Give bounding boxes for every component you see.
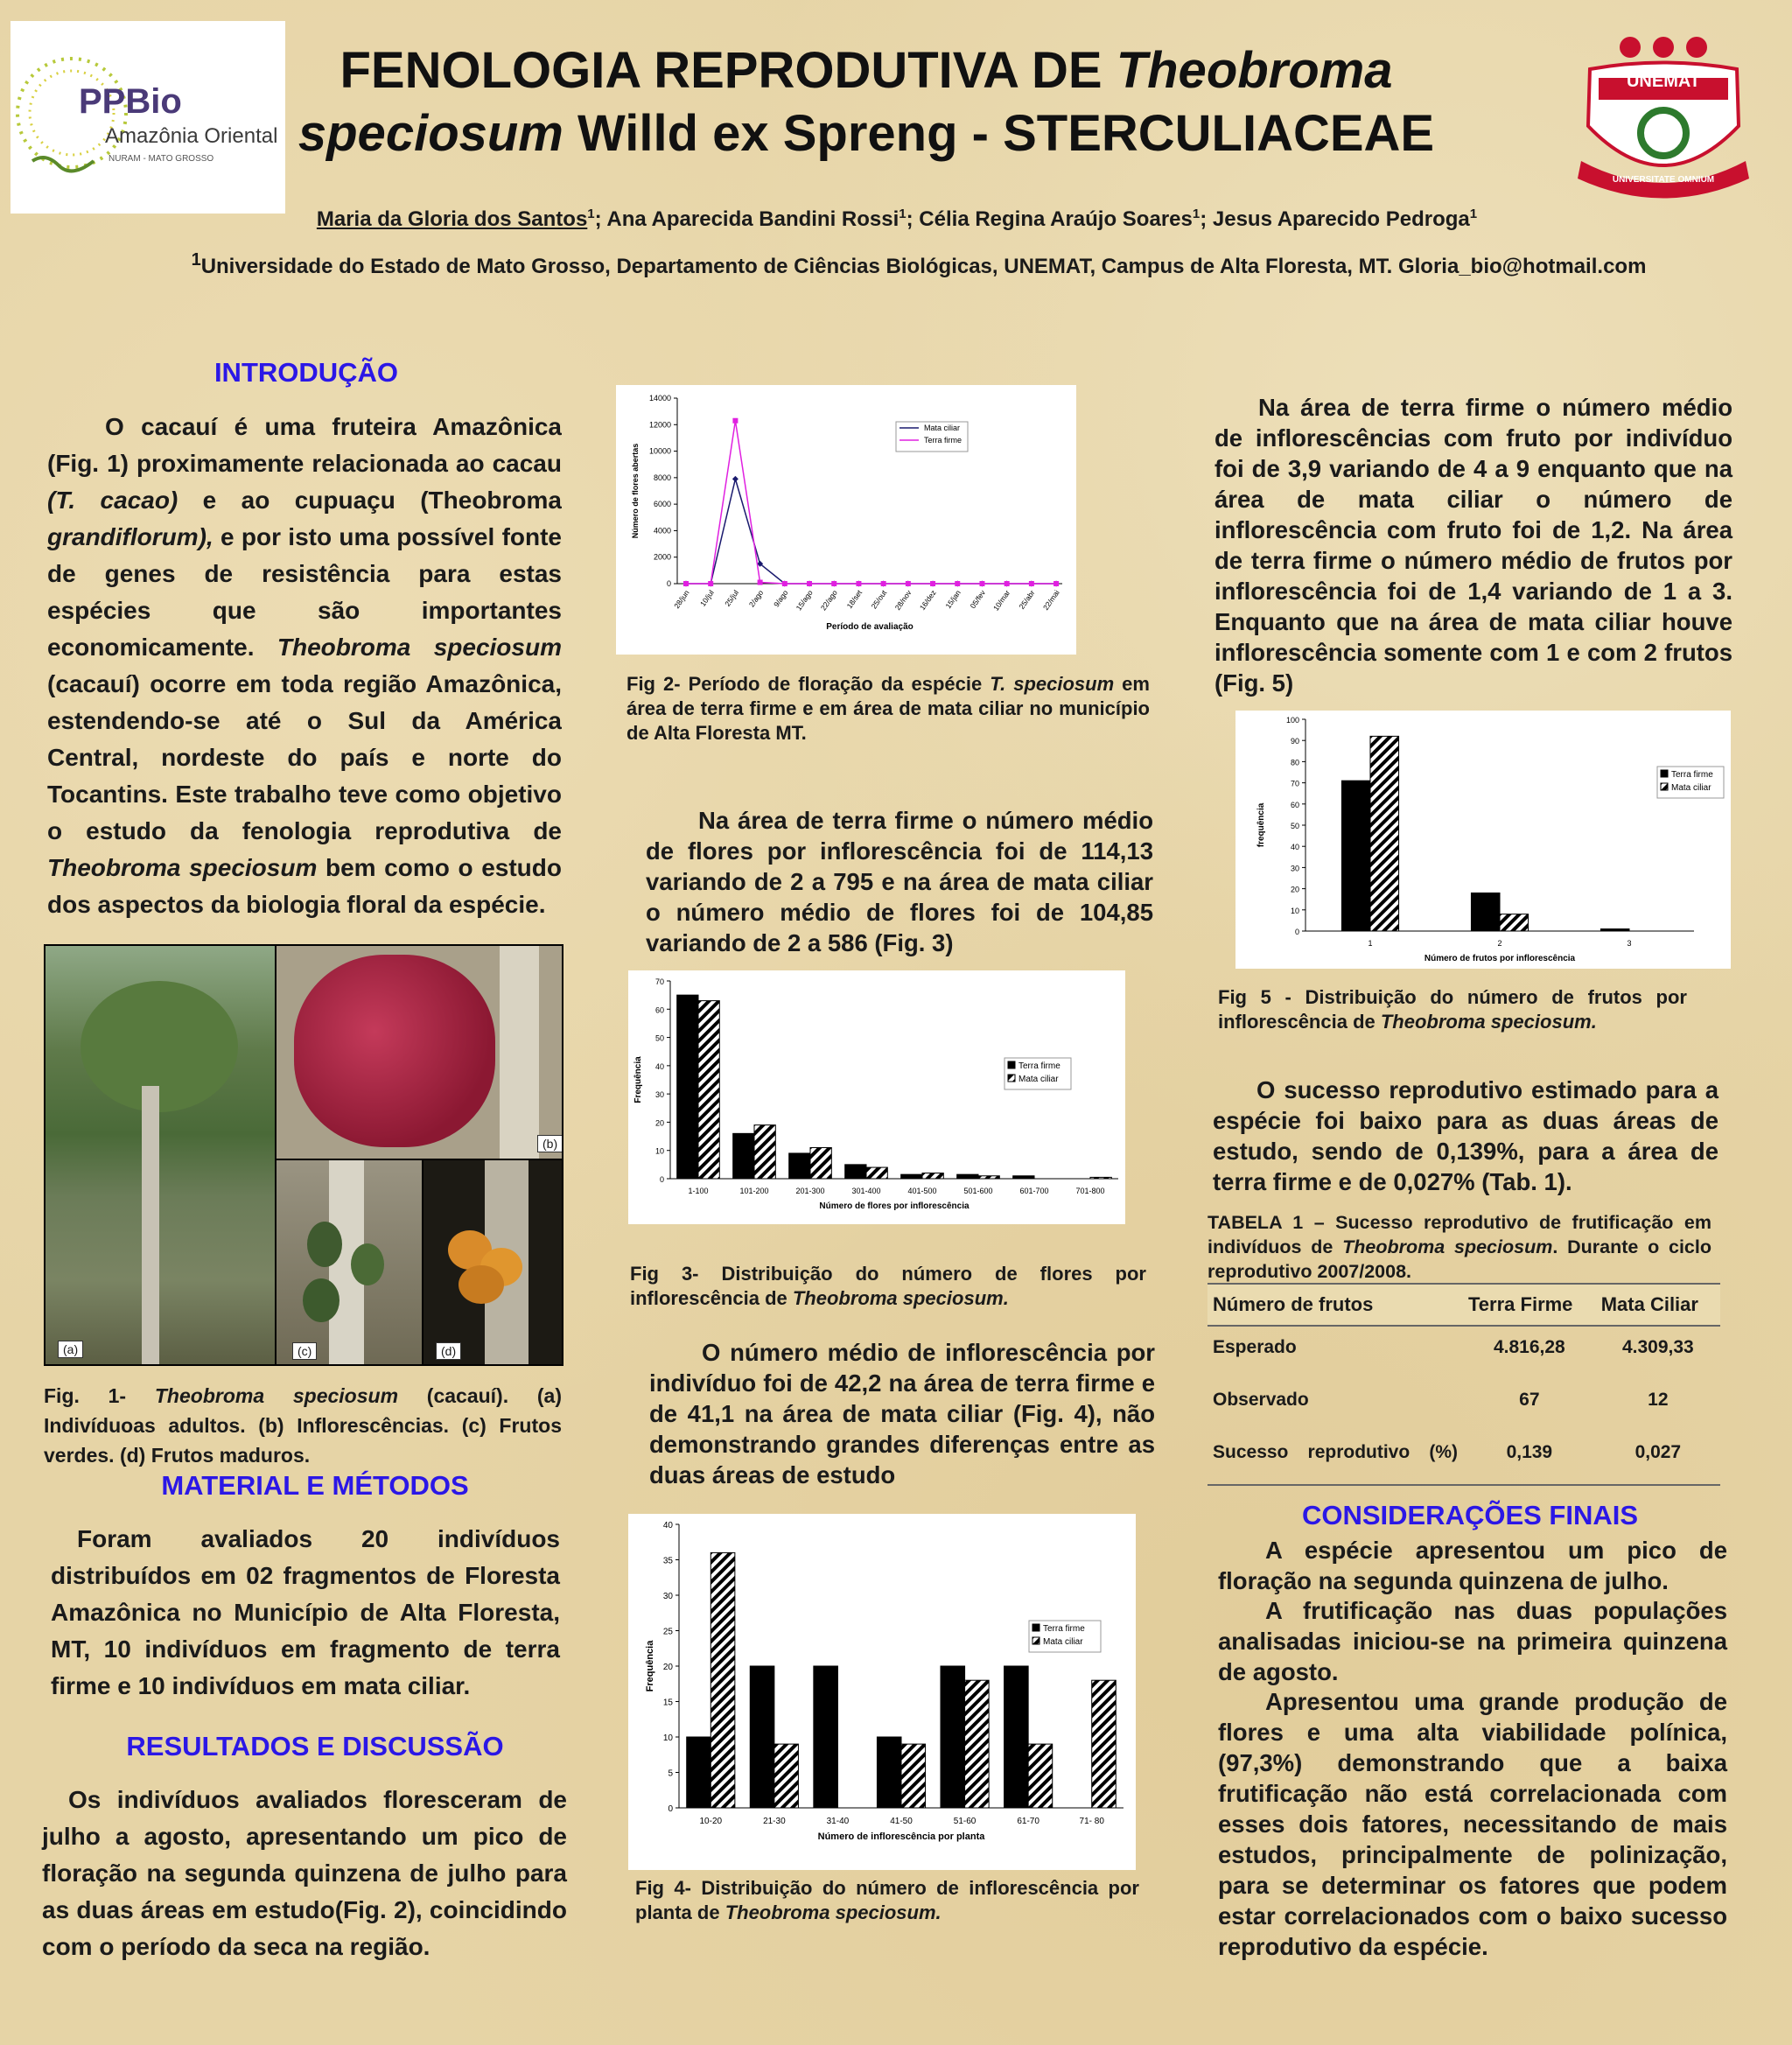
legend-label: Mata ciliar (1018, 1075, 1059, 1084)
bar (1341, 781, 1370, 931)
legend (1029, 1621, 1101, 1652)
fig1-label-b: (b) (537, 1135, 563, 1152)
data-point (732, 476, 738, 482)
poster-title (289, 39, 1444, 165)
bar (710, 1552, 735, 1808)
fig5-caption (1218, 985, 1687, 1034)
x-tick-label: 401-500 (907, 1187, 937, 1195)
photo-inflorescences (275, 944, 564, 1160)
bar (1600, 929, 1629, 931)
y-axis-label: Frequência (645, 1640, 655, 1692)
bar (1004, 1666, 1029, 1808)
results-text: Os indivíduos avaliados floresceram de julho a agosto, apresentando um pico de floração na segunda quinzena de julho para as duas áreas em estudo(Fig. 2), coincidindo com o período da seca na região. (42, 1786, 567, 1960)
y-tick-label: 35 (662, 1556, 673, 1566)
legend-swatch (1008, 1061, 1015, 1068)
x-tick-label: 25/jul (723, 588, 741, 608)
y-tick-label: 0 (668, 1804, 673, 1814)
table-cell: 12 (1648, 1390, 1669, 1410)
text-run: (cacauí). (a) Indivíduoas adultos. (b) Inflorescências. (c) Frutos verdes. (d) Frutos maduros. (44, 1384, 562, 1467)
x-tick-label: 301-400 (851, 1187, 881, 1195)
data-point (906, 581, 911, 586)
author-sep: ; (906, 207, 920, 231)
italic-text: Theobroma speciosum (154, 1384, 399, 1407)
y-tick-label: 10 (654, 1146, 664, 1156)
x-tick-label: 9/ago (772, 588, 790, 609)
methods-heading: MATERIAL E MÉTODOS (161, 1470, 469, 1501)
x-tick-label: 25/abr (1017, 588, 1037, 611)
x-tick-label: 41-50 (890, 1817, 913, 1826)
author-name: Maria da Gloria dos Santos (316, 207, 588, 231)
x-tick-label: 501-600 (963, 1187, 993, 1195)
fig3-caption (630, 1262, 1146, 1311)
legend-swatch (1661, 783, 1668, 790)
ppbio-subtitle: Amazônia Oriental (105, 124, 278, 148)
text-run: bem como o estudo dos aspectos da biologia floral da espécie. (47, 854, 562, 918)
bar (1370, 736, 1399, 931)
data-point (881, 581, 886, 586)
bar (774, 1744, 799, 1808)
y-tick-label: 20 (654, 1118, 664, 1128)
author-sup: 1 (1192, 207, 1200, 221)
fig3-chart (628, 970, 1125, 1224)
data-point (979, 581, 984, 586)
text-run: TABELA 1 – Sucesso reprodutivo de frutificação em indivíduos de (1208, 1212, 1712, 1257)
x-tick-label: 25/out (869, 588, 889, 611)
data-point (758, 579, 763, 585)
bar (965, 1680, 990, 1808)
table-cell: Sucesso reprodutivo (%) (1213, 1442, 1458, 1462)
text-run: Fig 4- Distribuição do número de inflorescência por planta de (635, 1877, 1139, 1923)
right-text-fruits: Na área de terra firme o número médio de inflorescências com fruto por indivíduo foi de 3,9 variando de 4 a 9 enquanto que na área de mata ciliar o número de inflorescência com fruto foi de 1,2. Na área de terra firme o número médio de frutos por inflorescência foi de 1,4 variando de 1 a 3. Enquanto que na área de mata ciliar houve inflorescência somente com 1 e com 2 frutos (Fig. 5) (1214, 394, 1732, 697)
data-point (1029, 581, 1034, 586)
affil-text: Universidade do Estado de Mato Grosso, Departamento de Ciências Biológicas, UNEMAT, Campus de Alta Floresta, MT. Gloria_bio@hotmail.com (200, 255, 1647, 278)
x-tick-label: 201-300 (795, 1187, 825, 1195)
x-tick-label: 71- 80 (1079, 1817, 1104, 1826)
data-point (708, 581, 713, 586)
italic-text: grandiflorum), (47, 523, 214, 550)
y-tick-label: 30 (662, 1592, 673, 1601)
ppbio-logo (10, 21, 285, 214)
x-axis-label: Número de frutos por inflorescência (1424, 954, 1576, 963)
y-tick-label: 0 (659, 1175, 664, 1184)
y-tick-label: 25 (662, 1627, 673, 1637)
italic-text: Theobroma speciosum. (1380, 1011, 1597, 1033)
table-cell: 0,139 (1506, 1442, 1553, 1462)
x-tick-label: 10/mar (990, 588, 1012, 613)
legend (1657, 767, 1724, 798)
x-tick-label: 2 (1497, 939, 1502, 948)
author-sup: 1 (1469, 207, 1478, 221)
table-cell: 4.816,28 (1493, 1337, 1565, 1357)
text-run: e ao cupuaçu (Theobroma (178, 487, 562, 514)
unemat-ribbon: UNIVERSITATE OMNIUM (1612, 175, 1715, 185)
right-text-success: O sucesso reprodutivo estimado para a espécie foi baixo para as duas áreas de estudo, sendo de 0,139%, para a área de terra firme e de 0,027% (Tab. 1). (1213, 1076, 1718, 1195)
bar (789, 1153, 810, 1179)
table-row (1208, 1432, 1720, 1485)
text-run: e por isto uma possível fonte de genes de resistência para estas espécies que são importantes economicamente. (47, 523, 562, 661)
author-name: Jesus Aparecido Pedroga (1212, 207, 1470, 231)
x-tick-label: 28/nov (892, 588, 914, 613)
ppbio-small: NURAM - MATO GROSSO (108, 154, 214, 164)
y-axis-label: Número de flores abertas (631, 443, 640, 539)
conclusions-p1: A espécie apresentou um pico de floração na segunda quinzena de julho. (1218, 1537, 1727, 1594)
x-tick-label: 2/ago (746, 588, 766, 609)
fig2-svg (616, 385, 1076, 655)
text-run: Fig. 1- (44, 1384, 155, 1407)
x-tick-label: 31-40 (826, 1817, 850, 1826)
x-tick-label: 61-70 (1017, 1817, 1040, 1826)
x-tick-label: 101-200 (739, 1187, 769, 1195)
y-tick-label: 5 (668, 1768, 673, 1779)
y-tick-label: 30 (1290, 864, 1299, 873)
data-point (683, 581, 689, 586)
results-heading: RESULTADOS E DISCUSSÃO (126, 1731, 504, 1761)
y-tick-label: 60 (1290, 800, 1299, 809)
bar (1471, 893, 1500, 931)
x-tick-label: 1-100 (688, 1187, 709, 1195)
x-tick-label: 15/jan (943, 588, 962, 611)
bar (1013, 1176, 1034, 1179)
fig1-label-c: (c) (292, 1342, 317, 1360)
x-axis-label: Número de inflorescência por planta (817, 1831, 985, 1842)
middle-text-flowers: Na área de terra firme o número médio de flores por inflorescência foi de 114,13 variando de 2 a 795 e na área de mata ciliar o número médio de flores foi de 104,85 variando de 2 a 586 (Fig. 3) (646, 807, 1153, 956)
y-tick-label: 80 (1290, 758, 1299, 767)
table1-header: Mata Ciliar (1600, 1293, 1698, 1315)
table1-header-row (1208, 1284, 1720, 1326)
legend-label: Terra firme (1018, 1061, 1060, 1071)
y-tick-label: 30 (654, 1090, 664, 1100)
bar (1500, 914, 1529, 931)
bar (901, 1744, 926, 1808)
table-row (1208, 1379, 1720, 1432)
methods-text: Foram avaliados 20 indivíduos distribuídos em 02 fragmentos de Floresta Amazônica no Município de Alta Floresta, MT, 10 indivíduos em fragmento de terra firme e 10 indivíduos em mata ciliar. (51, 1525, 560, 1699)
author-sep: ; (594, 207, 607, 231)
bar (1092, 1680, 1116, 1808)
bar (677, 995, 698, 1179)
legend (896, 422, 968, 452)
x-tick-label: 22/ago (818, 588, 839, 613)
table-cell: 67 (1519, 1390, 1540, 1410)
x-tick-label: 21-30 (763, 1817, 786, 1826)
table1 (1208, 1283, 1720, 1486)
y-tick-label: 10000 (648, 446, 671, 456)
bar (698, 1001, 719, 1179)
text-run: (cacauí) ocorre em toda região Amazônica, estendendo-se até o Sul da América Central, nordeste do país e norte do Tocantins. Este trabalho teve como objetivo o estudo da fenologia reprodutiva de (47, 670, 562, 844)
text-run: Fig 2- Período de floração da espécie (626, 673, 990, 695)
conclusions-p3: Apresentou uma grande produção de flores e uma alta viabilidade polínica, (97,3%) demonstrando que a baixa frutificação não está correlacionada com esses dois fatores, necessitando de mais estudos, principalmente de polinização, para se determinar os fatores que podem estar correlacionados com o baixo sucesso reprodutivo da espécie. (1218, 1688, 1727, 1960)
data-point (856, 581, 861, 586)
unemat-logo (1564, 30, 1763, 205)
fig2-caption (626, 672, 1150, 746)
italic-text: (T. cacao) (47, 487, 178, 514)
data-point (1004, 581, 1010, 586)
table1-caption (1208, 1210, 1712, 1284)
photo-adult-trees (44, 944, 276, 1366)
table-cell: 0,027 (1634, 1442, 1682, 1462)
fig1-label-d: (d) (436, 1342, 461, 1360)
text-run: Fig 3- Distribuição do número de flores por inflorescência de (630, 1263, 1146, 1309)
y-tick-label: 0 (666, 579, 671, 588)
legend-label: Terra firme (1043, 1624, 1085, 1634)
y-axis-label: frequência (1256, 802, 1266, 848)
author-sup: 1 (899, 207, 906, 221)
x-tick-label: 16/dez (917, 588, 938, 613)
table-cell: Observado (1213, 1390, 1309, 1410)
y-tick-label: 4000 (653, 526, 671, 536)
y-tick-label: 40 (1290, 843, 1299, 852)
x-tick-label: 15/ago (794, 588, 815, 613)
author-sup: 1 (587, 207, 595, 221)
bar (901, 1174, 922, 1179)
italic-text: Theobroma speciosum. (792, 1287, 1009, 1309)
legend-swatch (1661, 770, 1668, 777)
bar (754, 1125, 775, 1179)
conclusions-p2: A frutificação nas duas populações analisadas iniciou-se na primeira quinzena de agosto. (1218, 1597, 1727, 1685)
legend-label: Mata ciliar (1043, 1637, 1083, 1647)
bar (922, 1173, 943, 1179)
photo-green-fruits (275, 1159, 424, 1366)
fig2-chart (616, 385, 1076, 655)
x-tick-label: 18/set (844, 588, 864, 611)
y-tick-label: 40 (654, 1061, 664, 1071)
author-sep: ; (1200, 207, 1213, 231)
italic-text: Theobroma speciosum (276, 634, 562, 661)
bar (733, 1133, 754, 1179)
fig4-svg (628, 1514, 1136, 1870)
y-tick-label: 15 (662, 1698, 673, 1708)
table1-header: Número de frutos (1213, 1293, 1374, 1315)
italic-text: Theobroma speciosum (1342, 1236, 1553, 1257)
text-run: em área de terra firme e em área de mata ciliar no município de Alta Floresta MT. (626, 673, 1150, 744)
x-tick-label: 701-800 (1075, 1187, 1105, 1195)
legend-label: Terra firme (924, 436, 962, 445)
text-run: Fig 5 - Distribuição do número de frutos por inflorescência de (1218, 986, 1687, 1033)
fig1-label-a: (a) (58, 1341, 83, 1358)
legend (1004, 1058, 1071, 1089)
legend-swatch (1032, 1624, 1040, 1631)
conclusions-heading: CONSIDERAÇÕES FINAIS (1301, 1500, 1639, 1530)
y-tick-label: 12000 (648, 420, 671, 430)
intro-text (47, 409, 562, 944)
table-row (1208, 1326, 1720, 1379)
author-name: Célia Regina Araújo Soares (919, 207, 1193, 231)
y-tick-label: 6000 (653, 500, 671, 509)
title-part2: Willd ex Spreng - STERCULIACEAE (563, 105, 1435, 162)
y-tick-label: 10 (662, 1733, 673, 1743)
x-tick-label: 22/mai (1040, 588, 1061, 613)
bar (866, 1167, 887, 1179)
x-tick-label: 10-20 (699, 1817, 723, 1826)
ppbio-brand: PPBio (79, 82, 182, 121)
legend-label: Mata ciliar (924, 424, 961, 432)
y-tick-label: 40 (662, 1521, 673, 1530)
data-point (1054, 581, 1059, 586)
bar (941, 1666, 965, 1808)
title-species: speciosum (298, 105, 564, 162)
author-list (201, 207, 1592, 232)
title-part1: FENOLOGIA REPRODUTIVA DE (340, 42, 1116, 99)
unemat-brand: UNEMAT (1626, 72, 1701, 91)
legend-label: Terra firme (1671, 770, 1713, 780)
data-point (831, 581, 836, 586)
bar (877, 1737, 901, 1808)
fig4-chart (628, 1514, 1136, 1870)
x-tick-label: 601-700 (1019, 1187, 1049, 1195)
x-tick-label: 1 (1368, 939, 1373, 948)
y-tick-label: 2000 (653, 552, 671, 562)
text-run: . Durante o ciclo reprodutivo 2007/2008. (1208, 1236, 1712, 1282)
x-axis-label: Número de flores por inflorescência (819, 1201, 970, 1211)
author-name: Ana Aparecida Bandini Rossi (606, 207, 900, 231)
bar (845, 1165, 866, 1179)
italic-text: Theobroma speciosum. (724, 1901, 942, 1923)
y-tick-label: 70 (654, 977, 664, 986)
y-axis-label: Frequência (634, 1056, 643, 1103)
series-line (686, 479, 1056, 584)
data-point (930, 581, 935, 586)
y-tick-label: 70 (1290, 779, 1299, 788)
y-tick-label: 90 (1290, 737, 1299, 746)
data-point (807, 581, 812, 586)
bar (978, 1176, 999, 1179)
middle-text-inflorescence: O número médio de inflorescência por indivíduo foi de 42,2 na área de terra firme e de 41,1 na área de mata ciliar (Fig. 4), não demonstrando grandes diferenças entre as duas áreas de estudo (649, 1339, 1155, 1488)
bar (1028, 1744, 1053, 1808)
legend-swatch (1008, 1075, 1015, 1082)
bar (810, 1147, 831, 1179)
table-cell: 4.309,33 (1621, 1337, 1694, 1357)
bar (814, 1666, 838, 1808)
y-tick-label: 14000 (648, 394, 671, 403)
x-tick-label: 05/fev (968, 588, 988, 611)
fig3-svg (628, 970, 1125, 1224)
y-tick-label: 20 (662, 1663, 673, 1672)
fig1-caption (44, 1381, 562, 1470)
affil-sup: 1 (191, 250, 201, 270)
bar (687, 1737, 711, 1808)
legend-label: Mata ciliar (1671, 783, 1712, 793)
y-tick-label: 8000 (653, 473, 671, 482)
x-tick-label: 3 (1627, 939, 1632, 948)
x-tick-label: 28/jun (672, 588, 691, 611)
table-cell: Esperado (1213, 1337, 1297, 1357)
bar (1090, 1177, 1111, 1179)
italic-text: T. speciosum (990, 673, 1115, 695)
table1-header: Terra Firme (1468, 1293, 1573, 1315)
y-tick-label: 10 (1290, 906, 1299, 915)
fig5-svg (1236, 711, 1731, 969)
data-point (782, 581, 788, 586)
title-genus: Theobroma (1116, 42, 1393, 99)
legend-swatch (1032, 1637, 1040, 1644)
y-tick-label: 50 (1290, 822, 1299, 830)
text-run: O cacauí é uma fruteira Amazônica (Fig. 1) proximamente relacionada ao cacau (47, 413, 562, 477)
italic-text: Theobroma speciosum (47, 854, 318, 881)
y-tick-label: 0 (1294, 928, 1299, 936)
data-point (732, 418, 738, 424)
bar (750, 1666, 774, 1808)
x-axis-label: Período de avaliação (826, 622, 914, 632)
y-tick-label: 20 (1290, 885, 1299, 894)
x-tick-label: 10/jul (697, 588, 716, 608)
y-tick-label: 100 (1285, 716, 1299, 725)
x-tick-label: 51-60 (953, 1817, 976, 1826)
y-tick-label: 60 (654, 1005, 664, 1015)
affiliation (175, 250, 1662, 279)
fig5-chart (1236, 711, 1731, 969)
y-tick-label: 50 (654, 1033, 664, 1043)
fig4-caption (635, 1876, 1139, 1925)
intro-heading: INTRODUÇÃO (214, 357, 399, 388)
photo-ripe-fruits (422, 1159, 564, 1366)
bar (957, 1174, 978, 1179)
data-point (955, 581, 960, 586)
